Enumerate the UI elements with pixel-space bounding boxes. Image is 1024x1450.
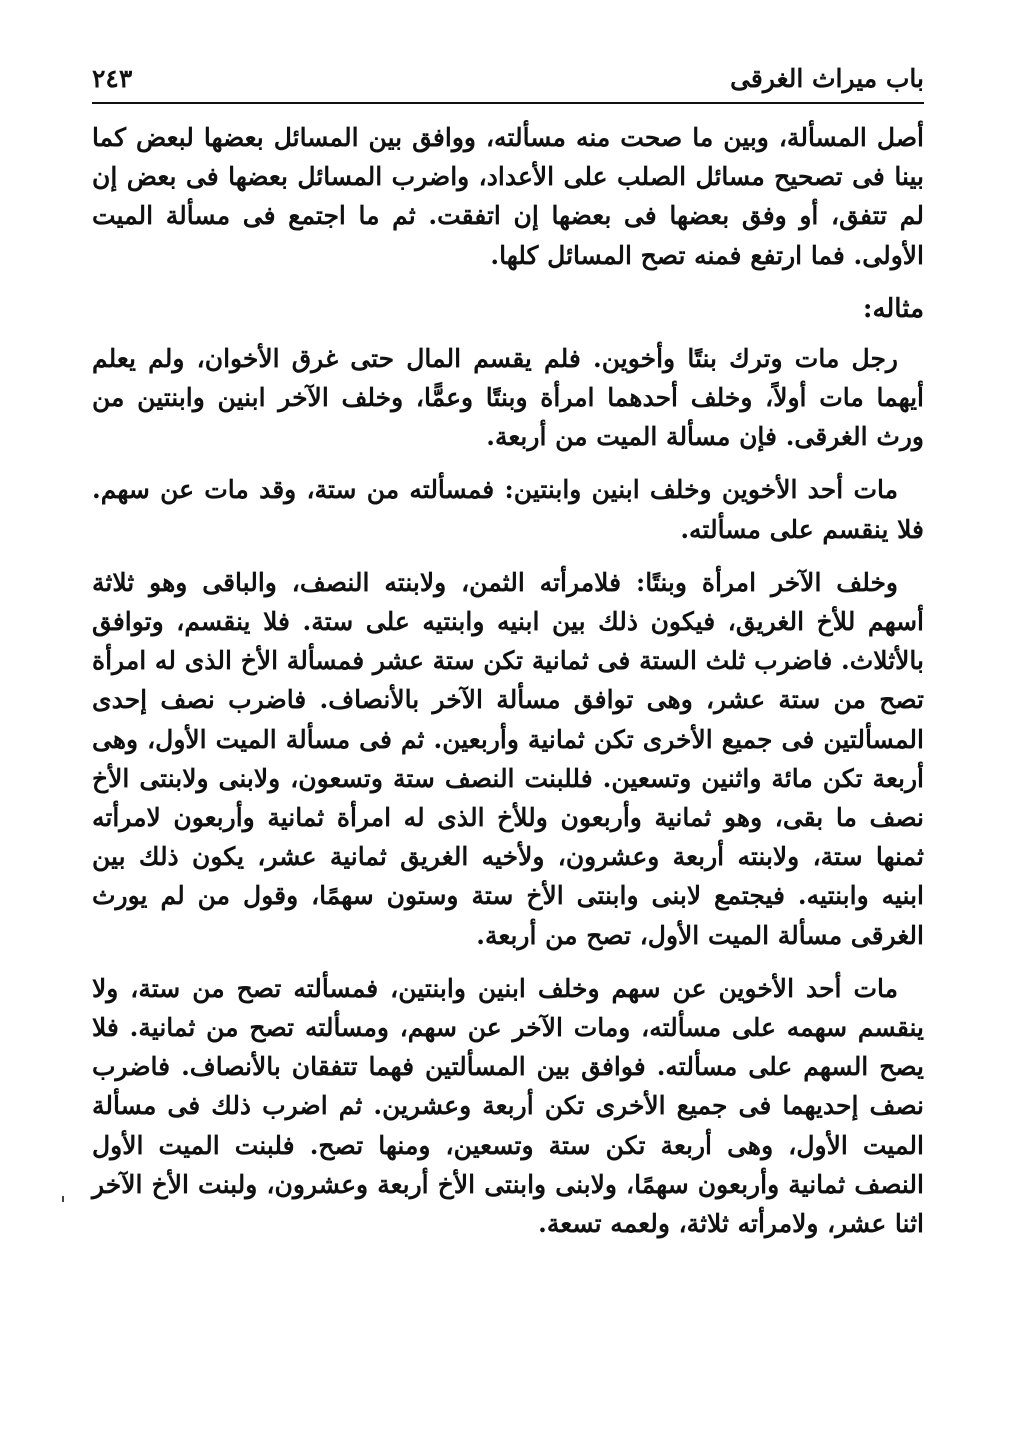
running-header (92, 62, 924, 104)
page-body (92, 118, 924, 1243)
example-heading: مثاله: (862, 293, 924, 324)
intro-paragraph: أصل المسألة، وبين ما صحت منه مسألته، ووافق بين المسائل بعضها لبعض كما بينا فى تصحيح مسائل الصلب على الأعداد، واضرب المسائل بعضها فى بعض إن لم تتفق، أو وفق بعضها فى بعضها إن اتفقت. ثم ما اجتمع فى مسألة الميت الأولى. فما ارتفع فمنه تصح المسائل كلها. (92, 123, 924, 270)
chapter-title: باب ميراث الغرقى (730, 64, 924, 93)
stray-margin-mark (62, 1196, 64, 1202)
page-number: ٢٤٣ (92, 64, 133, 93)
example-paragraph-4: مات أحد الأخوين عن سهم وخلف ابنين وابنتين، فمسألته تصح من ستة، ولا ينقسم سهمه على مسألته، ومات الآخر عن سهم، ومسألته تصح من ثمانية. فلا يصح السهم على مسألته. فوافق بين المسألتين فهما تتفقان بالأنصاف. فاضرب نصف إحديهما فى جميع الأخرى تكن أربعة وعشرين. ثم اضرب ذلك فى مسألة الميت الأول، وهى أربعة تكن ستة وتسعين، ومنها تصح. فلبنت الميت الأول النصف ثمانية وأربعون سهمًا، ولابنى وابنتى الأخ أربعة وعشرون، ولبنت الأخ الآخر اثنا عشر، ولامرأته ثلاثة، ولعمه تسعة. (92, 973, 924, 1239)
example-paragraph-2: مات أحد الأخوين وخلف ابنين وابنتين: فمسألته من ستة، وقد مات عن سهم. فلا ينقسم على مسألته. (92, 475, 924, 544)
example-paragraph-1: رجل مات وترك بنتًا وأخوين. فلم يقسم المال حتى غرق الأخوان، ولم يعلم أيهما مات أولاً، وخلف أحدهما امرأة وبنتًا وعمًّا، وخلف الآخر ابنين وابنتين من ورث الغرقى. فإن مسألة الميت من أربعة. (92, 343, 924, 452)
example-paragraph-3: وخلف الآخر امرأة وبنتًا: فلامرأته الثمن، ولابنته النصف، والباقى وهو ثلاثة أسهم للأخ الغريق، فيكون ذلك بين ابنيه وابنتيه على ستة. فلا ينقسم، وتوافق بالأثلاث. فاضرب ثلث الستة فى ثمانية تكن ستة عشر فمسألة الأخ الذى له امرأة تصح من ستة عشر، وهى توافق مسألة الآخر بالأنصاف. فاضرب نصف إحدى المسألتين فى جميع الأخرى تكن ثمانية وأربعين. ثم فى مسألة الميت الأول، وهى أربعة تكن مائة واثنين وتسعين. فللبنت النصف ستة وتسعون، ولابنى ولابنتى الأخ نصف ما بقى، وهو ثمانية وأربعون وللأخ الذى له امرأة ثمانية وأربعون لامرأته ثمنها ستة، ولابنته أربعة وعشرون، ولأخيه الغريق ثمانية عشر، يكون ذلك بين ابنيه وابنتيه. فيجتمع لابنى وابنتى الأخ ستة وستون سهمًا، وقول من لم يورث الغرقى مسألة الميت الأول، تصح من أربعة. (92, 567, 924, 950)
